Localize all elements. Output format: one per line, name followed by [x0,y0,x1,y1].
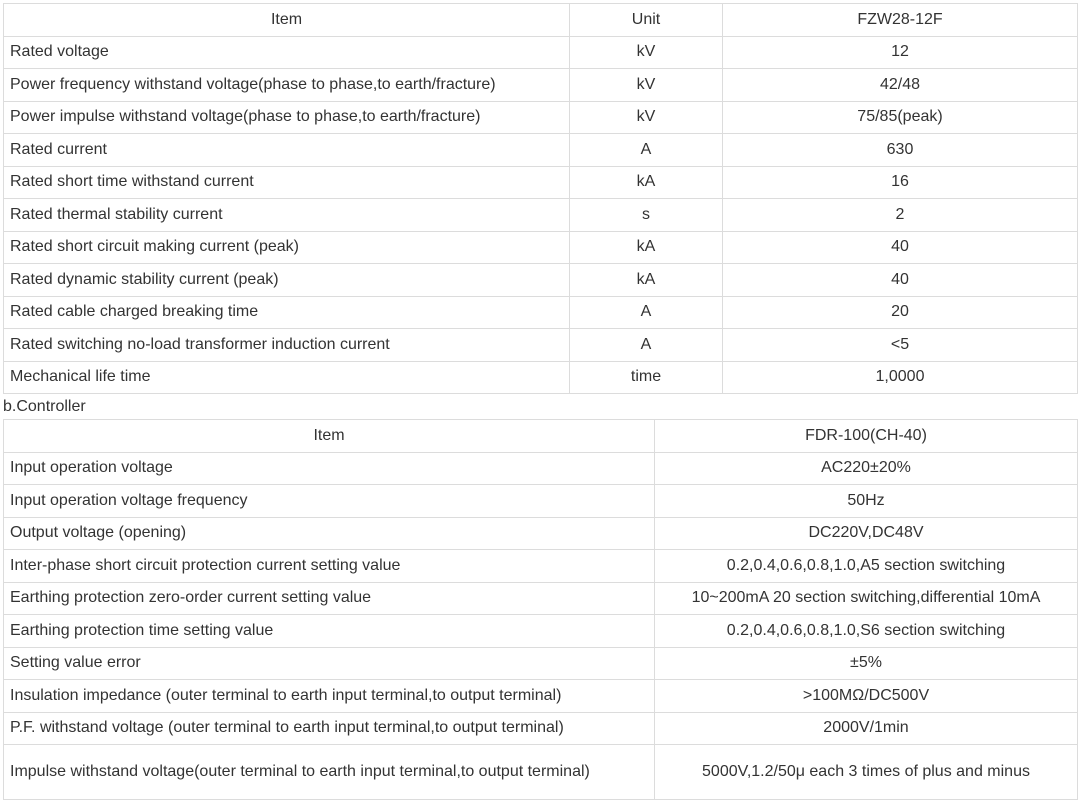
value-cell: 12 [723,36,1078,69]
unit-cell: A [570,296,723,329]
column-header: Item [4,420,655,453]
table-row [4,296,1078,329]
unit-cell: kA [570,264,723,297]
column-header: FDR-100(CH-40) [655,420,1078,453]
table-header-row [4,420,1078,453]
table-row [4,517,1078,550]
unit-cell: s [570,199,723,232]
unit-cell: kV [570,101,723,134]
table-row [4,36,1078,69]
unit-cell: kV [570,36,723,69]
item-cell: Rated dynamic stability current (peak) [4,264,570,297]
value-cell: 10~200mA 20 section switching,differential 10mA [655,582,1078,615]
table-row [4,615,1078,648]
table-row [4,264,1078,297]
item-cell: P.F. withstand voltage (outer terminal to earth input terminal,to output terminal) [4,712,655,745]
item-cell: Rated short time withstand current [4,166,570,199]
item-cell: Power impulse withstand voltage(phase to phase,to earth/fracture) [4,101,570,134]
value-cell: 42/48 [723,69,1078,102]
value-cell: 16 [723,166,1078,199]
value-cell: 630 [723,134,1078,167]
table-row [4,134,1078,167]
unit-cell: time [570,361,723,394]
value-cell: 5000V,1.2/50μ each 3 times of plus and minus [655,745,1078,800]
table-row [4,69,1078,102]
item-cell: Power frequency withstand voltage(phase to phase,to earth/fracture) [4,69,570,102]
table-row [4,582,1078,615]
unit-cell: kV [570,69,723,102]
item-cell: Output voltage (opening) [4,517,655,550]
item-cell: Impulse withstand voltage(outer terminal to earth input terminal,to output terminal) [4,745,655,800]
item-cell: Earthing protection time setting value [4,615,655,648]
item-cell: Rated thermal stability current [4,199,570,232]
item-cell: Input operation voltage [4,452,655,485]
table-row [4,166,1078,199]
table-row [4,712,1078,745]
table-row [4,199,1078,232]
value-cell: DC220V,DC48V [655,517,1078,550]
value-cell: 40 [723,264,1078,297]
value-cell: 40 [723,231,1078,264]
value-cell: 50Hz [655,485,1078,518]
value-cell: 1,0000 [723,361,1078,394]
table-row [4,745,1078,800]
table-row [4,452,1078,485]
unit-cell: A [570,134,723,167]
table-row [4,361,1078,394]
table-row [4,101,1078,134]
item-cell: Earthing protection zero-order current setting value [4,582,655,615]
value-cell: >100MΩ/DC500V [655,680,1078,713]
item-cell: Rated short circuit making current (peak) [4,231,570,264]
column-header: Unit [570,4,723,37]
item-cell: Mechanical life time [4,361,570,394]
column-header: Item [4,4,570,37]
item-cell: Insulation impedance (outer terminal to earth input terminal,to output terminal) [4,680,655,713]
value-cell: 20 [723,296,1078,329]
item-cell: Rated voltage [4,36,570,69]
item-cell: Rated current [4,134,570,167]
value-cell: <5 [723,329,1078,362]
section-label: b.Controller [3,398,86,415]
unit-cell: kA [570,166,723,199]
unit-cell: kA [570,231,723,264]
column-header: FZW28-12F [723,4,1078,37]
table-row [4,485,1078,518]
item-cell: Rated cable charged breaking time [4,296,570,329]
value-cell: 2000V/1min [655,712,1078,745]
table-row [4,329,1078,362]
item-cell: Rated switching no-load transformer induction current [4,329,570,362]
table-row [4,680,1078,713]
value-cell: ±5% [655,647,1078,680]
switch-spec-table [3,3,1078,394]
table-row [4,550,1078,583]
table-row [4,647,1078,680]
item-cell: Inter-phase short circuit protection current setting value [4,550,655,583]
value-cell: 2 [723,199,1078,232]
table-header-row [4,4,1078,37]
controller-spec-table [3,419,1078,800]
unit-cell: A [570,329,723,362]
value-cell: AC220±20% [655,452,1078,485]
value-cell: 0.2,0.4,0.6,0.8,1.0,A5 section switching [655,550,1078,583]
item-cell: Setting value error [4,647,655,680]
value-cell: 75/85(peak) [723,101,1078,134]
table-row [4,231,1078,264]
value-cell: 0.2,0.4,0.6,0.8,1.0,S6 section switching [655,615,1078,648]
item-cell: Input operation voltage frequency [4,485,655,518]
